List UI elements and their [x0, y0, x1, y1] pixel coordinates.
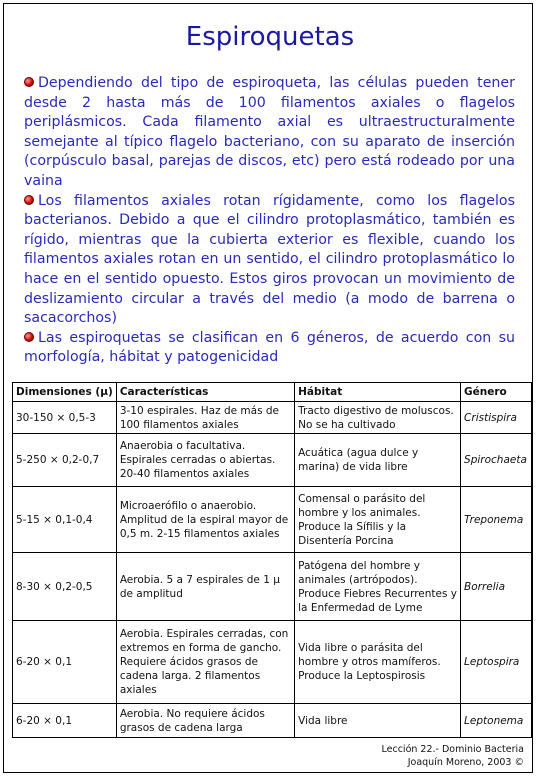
- footer-author: Joaquín Moreno, 2003 ©: [407, 756, 524, 768]
- cell-dimensions: 5-15 × 0,1-0,4: [13, 487, 117, 553]
- cell-habitat: Patógena del hombre y animales (artrópodos). Produce Fiebres Recurrentes y la Enfermedad de Lyme: [295, 553, 461, 621]
- genera-table: [12, 382, 532, 738]
- cell-genus: Spirochaeta: [461, 434, 532, 487]
- paragraph-classification: [24, 329, 515, 368]
- table-header-row: [13, 383, 532, 402]
- cell-characteristics: Aerobia. No requiere ácidos grasos de cadena larga: [116, 704, 294, 738]
- paragraph-text: Las espiroquetas se clasifican en 6 géneros, de acuerdo con su morfología, hábitat y patogenicidad: [24, 329, 515, 366]
- table-row: [13, 621, 532, 704]
- cell-genus: Cristispira: [461, 402, 532, 434]
- header-genus: Género: [461, 383, 532, 402]
- paragraph-rotation: [24, 192, 515, 329]
- cell-characteristics: Anaerobia o facultativa. Espirales cerradas o abiertas. 20-40 filamentos axiales: [116, 434, 294, 487]
- cell-dimensions: 6-20 × 0,1: [13, 704, 117, 738]
- cell-habitat: Acuática (agua dulce y marina) de vida libre: [295, 434, 461, 487]
- table-row: [13, 434, 532, 487]
- cell-characteristics: Aerobia. Espirales cerradas, con extremos en forma de gancho. Requiere ácidos grasos de cadena larga. 2 filamentos axiales: [116, 621, 294, 704]
- cell-characteristics: Microaerófilo o anaerobio. Amplitud de la espiral mayor de 0,5 m. 2-15 filamentos axiales: [116, 487, 294, 553]
- footer-lesson: Lección 22.- Dominio Bacteria: [381, 744, 524, 755]
- cell-dimensions: 30-150 × 0,5-3: [13, 402, 117, 434]
- cell-dimensions: 5-250 × 0,2-0,7: [13, 434, 117, 487]
- cell-habitat: Vida libre: [295, 704, 461, 738]
- footer-credits: [382, 744, 524, 769]
- cell-characteristics: 3-10 espirales. Haz de más de 100 filamentos axiales: [116, 402, 294, 434]
- intro-text: [24, 74, 515, 368]
- cell-dimensions: 8-30 × 0,2-0,5: [13, 553, 117, 621]
- cell-genus: Leptospira: [461, 621, 532, 704]
- table-row: [13, 402, 532, 434]
- cell-characteristics: Aerobia. 5 a 7 espirales de 1 µ de amplitud: [116, 553, 294, 621]
- paragraph-filaments: [24, 74, 515, 192]
- red-bullet-icon: [24, 332, 34, 342]
- paragraph-text: Dependiendo del tipo de espiroqueta, las células pueden tener desde 2 hasta más de 100 filamentos axiales o flagelos periplásmicos. Cada filamento axial es ultraestructuralmente semejante al típico flagelo bacteriano, con su aparato de inserción (corpúsculo basal, parejas de discos, etc) pero está rodeado por una vaina: [24, 75, 515, 189]
- cell-genus: Treponema: [461, 487, 532, 553]
- cell-dimensions: 6-20 × 0,1: [13, 621, 117, 704]
- paragraph-text: Los filamentos axiales rotan rígidamente, como los flagelos bacterianos. Debido a que el cilindro protoplasmático, también es rígido, mientras que la cubierta exterior es flexible, cuando los filamentos axiales rotan en un sentido, el cilindro protoplasmático lo hace en el sentido opuesto. Estos giros provocan un movimiento de deslizamiento circular a través del medio (a modo de barrena o sacacorchos): [24, 192, 515, 327]
- table-row: [13, 553, 532, 621]
- page-title: Espiroquetas: [185, 22, 355, 52]
- header-characteristics: Características: [116, 383, 294, 402]
- cell-habitat: Vida libre o parásita del hombre y otros mamíferos. Produce la Leptospirosis: [295, 621, 461, 704]
- cell-genus: Borrelia: [461, 553, 532, 621]
- red-bullet-icon: [24, 195, 34, 205]
- cell-habitat: Tracto digestivo de moluscos. No se ha cultivado: [295, 402, 461, 434]
- cell-habitat: Comensal o parásito del hombre y los animales. Produce la Sífilis y la Disentería Porcina: [295, 487, 461, 553]
- cell-genus: Leptonema: [461, 704, 532, 738]
- table-row: [13, 704, 532, 738]
- header-dimensions: Dimensiones (µ): [13, 383, 117, 402]
- red-bullet-icon: [24, 77, 34, 87]
- header-habitat: Hábitat: [295, 383, 461, 402]
- table-row: [13, 487, 532, 553]
